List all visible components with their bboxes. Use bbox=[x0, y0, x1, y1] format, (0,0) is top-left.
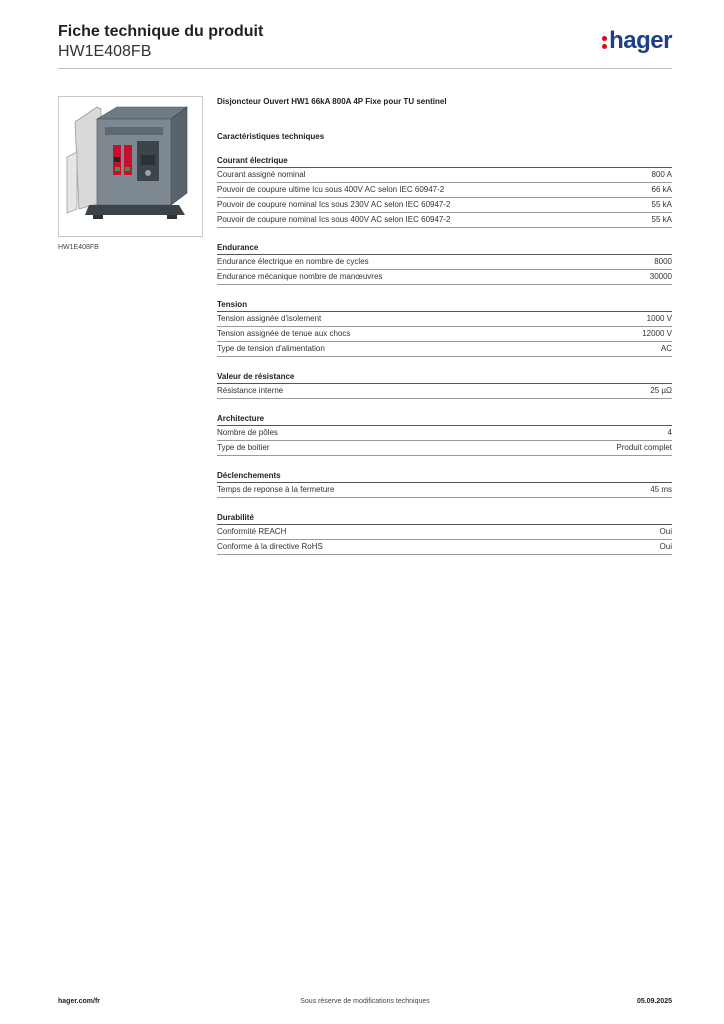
spec-row bbox=[217, 270, 672, 285]
spec-value: 55 kA bbox=[651, 215, 672, 224]
section-title: Tension bbox=[217, 299, 672, 312]
characteristics-title: Caractéristiques techniques bbox=[217, 132, 325, 141]
spec-value: 800 A bbox=[651, 170, 672, 179]
spec-row bbox=[217, 483, 672, 498]
spec-label: Tension assignée d'isolement bbox=[217, 314, 322, 323]
spec-value: 12000 V bbox=[642, 329, 672, 338]
hager-logo bbox=[602, 28, 672, 54]
spec-value: 25 µΩ bbox=[650, 386, 672, 395]
header-block bbox=[58, 22, 263, 61]
spec-label: Nombre de pôles bbox=[217, 428, 278, 437]
product-image bbox=[58, 96, 203, 237]
document-title: Fiche technique du produit bbox=[58, 23, 264, 40]
spec-label: Type de tension d'alimentation bbox=[217, 344, 325, 353]
image-caption: HW1E408FB bbox=[58, 244, 99, 251]
spec-label: Temps de reponse à la fermeture bbox=[217, 485, 335, 494]
spec-row bbox=[217, 525, 672, 540]
spec-row bbox=[217, 255, 672, 270]
spec-row bbox=[217, 327, 672, 342]
footer-notice: Sous réserve de modifications techniques bbox=[300, 998, 430, 1005]
spec-row bbox=[217, 384, 672, 399]
spec-section bbox=[217, 299, 672, 357]
spec-content bbox=[217, 96, 672, 555]
spec-section bbox=[217, 512, 672, 555]
spec-section bbox=[217, 371, 672, 399]
spec-section bbox=[217, 470, 672, 498]
circuit-breaker-illustration bbox=[59, 97, 202, 236]
section-title: Durabilité bbox=[217, 512, 672, 525]
spec-label: Conforme à la directive RoHS bbox=[217, 542, 323, 551]
section-title: Déclenchements bbox=[217, 470, 672, 483]
spec-value: 45 ms bbox=[650, 485, 672, 494]
spec-row bbox=[217, 213, 672, 228]
spec-row bbox=[217, 342, 672, 357]
spec-section bbox=[217, 413, 672, 456]
spec-label: Pouvoir de coupure nominal Ics sous 230V AC selon IEC 60947-2 bbox=[217, 200, 451, 209]
product-name: Disjoncteur Ouvert HW1 66kA 800A 4P Fixe pour TU sentinel bbox=[217, 97, 447, 106]
spec-label: Pouvoir de coupure nominal Ics sous 400V AC selon IEC 60947-2 bbox=[217, 215, 451, 224]
spec-value: 55 kA bbox=[651, 200, 672, 209]
spec-row bbox=[217, 441, 672, 456]
header-divider bbox=[58, 68, 672, 69]
spec-value: 8000 bbox=[654, 257, 672, 266]
footer-date: 05.09.2025 bbox=[636, 998, 672, 1005]
spec-row bbox=[217, 312, 672, 327]
spec-label: Tension assignée de tenue aux chocs bbox=[217, 329, 351, 338]
spec-row bbox=[217, 183, 672, 198]
section-title: Endurance bbox=[217, 242, 672, 255]
section-title: Courant électrique bbox=[217, 155, 672, 168]
footer-website: hager.com/fr bbox=[58, 998, 101, 1005]
spec-row bbox=[217, 540, 672, 555]
spec-sections bbox=[217, 155, 672, 555]
spec-label: Courant assigné nominal bbox=[217, 170, 306, 179]
spec-section bbox=[217, 242, 672, 285]
spec-row bbox=[217, 426, 672, 441]
spec-label: Endurance mécanique nombre de manœuvres bbox=[217, 272, 383, 281]
spec-row bbox=[217, 198, 672, 213]
spec-label: Conformité REACH bbox=[217, 527, 287, 536]
spec-row bbox=[217, 168, 672, 183]
spec-value: 1000 V bbox=[646, 314, 672, 323]
spec-value: Oui bbox=[659, 542, 672, 551]
logo-text: hager bbox=[609, 27, 672, 54]
spec-value: 66 kA bbox=[651, 185, 672, 194]
spec-label: Pouvoir de coupure ultime Icu sous 400V AC selon IEC 60947-2 bbox=[217, 185, 445, 194]
spec-label: Type de boitier bbox=[217, 443, 270, 452]
logo-dots-icon bbox=[602, 36, 607, 49]
spec-value: Oui bbox=[659, 527, 672, 536]
section-title: Architecture bbox=[217, 413, 672, 426]
spec-value: 30000 bbox=[649, 272, 672, 281]
product-reference: HW1E408FB bbox=[58, 43, 152, 60]
section-title: Valeur de résistance bbox=[217, 371, 672, 384]
spec-section bbox=[217, 155, 672, 228]
spec-label: Endurance électrique en nombre de cycles bbox=[217, 257, 369, 266]
spec-value: 4 bbox=[667, 428, 672, 437]
spec-value: Produit complet bbox=[616, 443, 672, 452]
spec-value: AC bbox=[660, 344, 672, 353]
spec-label: Résistance interne bbox=[217, 386, 284, 395]
